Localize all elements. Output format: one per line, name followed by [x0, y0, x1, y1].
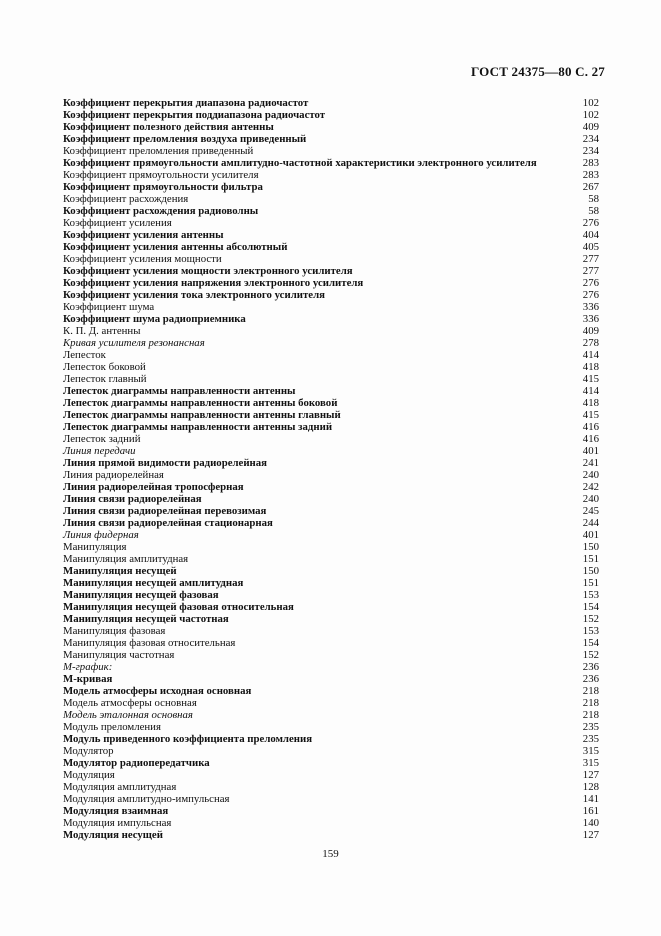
index-page-number: 151	[582, 577, 599, 589]
index-term: Манипуляция несущей	[63, 565, 177, 577]
index-page-number: 235	[582, 721, 599, 733]
index-term: Коэффициент шума	[63, 301, 155, 313]
index-term: Коэффициент расхождения радиоволны	[63, 205, 259, 217]
index-term: Коэффициент преломления приведенный	[63, 145, 254, 157]
index-entry	[63, 109, 599, 121]
index-term: Манипуляция	[63, 541, 127, 553]
index-term: Линия передачи	[63, 445, 136, 457]
index-page-number: 283	[582, 157, 599, 169]
index-page-number: 409	[582, 121, 599, 133]
index-term: Коэффициент усиления антенны	[63, 229, 224, 241]
index-entry	[63, 217, 599, 229]
index-term: Коэффициент перекрытия диапазона радиочастот	[63, 97, 309, 109]
index-entry	[63, 613, 599, 625]
index-entry	[63, 433, 599, 445]
index-page-number: 154	[582, 601, 599, 613]
index-page-number: 404	[582, 229, 599, 241]
index-page-number: 416	[582, 421, 599, 433]
index-entry	[63, 421, 599, 433]
index-page-number: 277	[582, 265, 599, 277]
index-term: К. П. Д. антенны	[63, 325, 141, 337]
index-page-number: 153	[582, 625, 599, 637]
index-term: Линия связи радиорелейная	[63, 493, 202, 505]
index-page-number: 244	[582, 517, 599, 529]
index-page-number: 401	[582, 445, 599, 457]
index-term: Коэффициент прямоугольности фильтра	[63, 181, 263, 193]
index-page-number: 218	[582, 697, 599, 709]
index-entry	[63, 133, 599, 145]
page-number: 159	[322, 848, 339, 860]
index-page-number: 241	[582, 457, 599, 469]
index-term: Лепесток	[63, 349, 106, 361]
index-entry	[63, 145, 599, 157]
index-term: Манипуляция несущей частотная	[63, 613, 229, 625]
index-page-number: 336	[582, 313, 599, 325]
index-page-number: 415	[582, 409, 599, 421]
index-entry	[63, 577, 599, 589]
index-entry	[63, 193, 599, 205]
index-term: Лепесток задний	[63, 433, 141, 445]
index-entry	[63, 589, 599, 601]
index-entry	[63, 517, 599, 529]
index-term: Коэффициент полезного действия антенны	[63, 121, 274, 133]
index-entry	[63, 457, 599, 469]
index-term: Модуляция взаимная	[63, 805, 169, 817]
index-term: М-график:	[63, 661, 113, 673]
index-page-number: 236	[582, 661, 599, 673]
index-term: Лепесток диаграммы направленности антенны главный	[63, 409, 341, 421]
index-entry	[63, 469, 599, 481]
index-entry	[63, 385, 599, 397]
index-page-number: 102	[582, 97, 599, 109]
index-page-number: 418	[582, 397, 599, 409]
index-page-number: 276	[582, 289, 599, 301]
index-page-number: 278	[582, 337, 599, 349]
index-term: Модуляция	[63, 769, 115, 781]
index-entry	[63, 565, 599, 577]
index-entry	[63, 361, 599, 373]
index-term: Манипуляция частотная	[63, 649, 175, 661]
index-entry	[63, 673, 599, 685]
index-entry	[63, 541, 599, 553]
index-term: Линия фидерная	[63, 529, 139, 541]
index-page-number: 152	[582, 649, 599, 661]
index-entry	[63, 505, 599, 517]
index-entry	[63, 397, 599, 409]
index-term: Линия радиорелейная	[63, 469, 164, 481]
index-term: Модель эталонная основная	[63, 709, 193, 721]
index-term: Лепесток главный	[63, 373, 147, 385]
index-term: Модуль преломления	[63, 721, 161, 733]
index-term: Коэффициент прямоугольности усилителя	[63, 169, 259, 181]
index-entry	[63, 349, 599, 361]
index-entry	[63, 337, 599, 349]
index-term: Коэффициент преломления воздуха приведенный	[63, 133, 307, 145]
index-entry	[63, 601, 599, 613]
index-entry	[63, 733, 599, 745]
index-page-number: 418	[582, 361, 599, 373]
index-term: Модулятор радиопередатчика	[63, 757, 210, 769]
index-term: Лепесток диаграммы направленности антенны	[63, 385, 296, 397]
index-page-number: 401	[582, 529, 599, 541]
index-page-number: 236	[582, 673, 599, 685]
index-term: Коэффициент расхождения	[63, 193, 189, 205]
index-entry	[63, 745, 599, 757]
index-page-number: 218	[582, 685, 599, 697]
index-page-number: 283	[582, 169, 599, 181]
index-term: Модель атмосферы исходная основная	[63, 685, 252, 697]
index-entry	[63, 313, 599, 325]
index-term: Линия связи радиорелейная стационарная	[63, 517, 273, 529]
index-entry	[63, 625, 599, 637]
index-page-number: 277	[582, 253, 599, 265]
index-term: Лепесток диаграммы направленности антенны задний	[63, 421, 333, 433]
index-entry	[63, 781, 599, 793]
index-page-number: 152	[582, 613, 599, 625]
index-term: Кривая усилителя резонансная	[63, 337, 205, 349]
index-term: Коэффициент перекрытия поддиапазона радиочастот	[63, 109, 326, 121]
index-page-number: 154	[582, 637, 599, 649]
index-entry	[63, 637, 599, 649]
index-entry	[63, 289, 599, 301]
index-page-number: 240	[582, 493, 599, 505]
index-term: Модуляция импульсная	[63, 817, 172, 829]
index-entry	[63, 121, 599, 133]
index-page-number: 150	[582, 565, 599, 577]
index-entry	[63, 721, 599, 733]
index-term: Модуль приведенного коэффициента преломления	[63, 733, 313, 745]
index-page-number: 127	[582, 769, 599, 781]
index-page-number: 405	[582, 241, 599, 253]
index-term: Коэффициент усиления мощности	[63, 253, 222, 265]
index-term: Линия радиорелейная тропосферная	[63, 481, 244, 493]
index-page-number: 140	[582, 817, 599, 829]
index-page-number: 276	[582, 277, 599, 289]
index-term: Манипуляция несущей фазовая	[63, 589, 219, 601]
index-entry	[63, 685, 599, 697]
index-entry	[63, 181, 599, 193]
index-term: Модуляция амплитудно-импульсная	[63, 793, 230, 805]
index-term: Коэффициент прямоугольности амплитудно-частотной характеристики электронного усилителя	[63, 157, 537, 169]
index-page-number: 240	[582, 469, 599, 481]
index-term: Манипуляция амплитудная	[63, 553, 189, 565]
index-term: Модель атмосферы основная	[63, 697, 197, 709]
index-page-number: 234	[582, 133, 599, 145]
index-page-number: 416	[582, 433, 599, 445]
index-term: Коэффициент шума радиоприемника	[63, 313, 246, 325]
index-entry	[63, 697, 599, 709]
index-entry	[63, 229, 599, 241]
index-page-number: 315	[582, 757, 599, 769]
index-page-number: 336	[582, 301, 599, 313]
index-page-number: 409	[582, 325, 599, 337]
index-page-number: 415	[582, 373, 599, 385]
index-page-number: 151	[582, 553, 599, 565]
index-page-number: 153	[582, 589, 599, 601]
index-entry	[63, 829, 599, 841]
index-entry	[63, 493, 599, 505]
index-term: Коэффициент усиления тока электронного усилителя	[63, 289, 325, 301]
index-entry	[63, 373, 599, 385]
index-page-number: 315	[582, 745, 599, 757]
index-term: Лепесток диаграммы направленности антенны боковой	[63, 397, 338, 409]
index-page-number: 127	[582, 829, 599, 841]
index-entry	[63, 445, 599, 457]
page-header: ГОСТ 24375—80 С. 27	[471, 64, 605, 79]
index-page-number: 235	[582, 733, 599, 745]
index-entry	[63, 157, 599, 169]
index-entry	[63, 253, 599, 265]
index-entry	[63, 709, 599, 721]
index-entry	[63, 553, 599, 565]
index-entry	[63, 301, 599, 313]
index-entry	[63, 409, 599, 421]
index-page-number: 234	[582, 145, 599, 157]
index-page-number: 58	[588, 193, 599, 205]
index-page-number: 267	[582, 181, 599, 193]
index-entry	[63, 805, 599, 817]
index-entry	[63, 265, 599, 277]
index-term: Линия прямой видимости радиорелейная	[63, 457, 268, 469]
index-list	[63, 97, 599, 841]
index-entry	[63, 325, 599, 337]
index-entry	[63, 793, 599, 805]
index-entry	[63, 661, 599, 673]
index-entry	[63, 205, 599, 217]
index-entry	[63, 169, 599, 181]
index-term: Манипуляция фазовая относительная	[63, 637, 236, 649]
index-page-number: 414	[582, 385, 599, 397]
index-page-number: 218	[582, 709, 599, 721]
index-term: Линия связи радиорелейная перевозимая	[63, 505, 267, 517]
index-term: Модуляция амплитудная	[63, 781, 177, 793]
index-page-number: 58	[588, 205, 599, 217]
index-page-number: 276	[582, 217, 599, 229]
index-page-number: 245	[582, 505, 599, 517]
index-term: М-кривая	[63, 673, 113, 685]
index-term: Манипуляция несущей фазовая относительная	[63, 601, 294, 613]
index-entry	[63, 277, 599, 289]
index-entry	[63, 757, 599, 769]
index-page-number: 242	[582, 481, 599, 493]
index-term: Коэффициент усиления напряжения электронного усилителя	[63, 277, 364, 289]
index-page-number: 141	[582, 793, 599, 805]
index-page-number: 161	[582, 805, 599, 817]
index-entry	[63, 649, 599, 661]
index-entry	[63, 529, 599, 541]
index-page-number: 150	[582, 541, 599, 553]
index-entry	[63, 769, 599, 781]
index-page-number: 414	[582, 349, 599, 361]
index-term: Коэффициент усиления антенны абсолютный	[63, 241, 288, 253]
index-term: Коэффициент усиления	[63, 217, 172, 229]
index-term: Лепесток боковой	[63, 361, 146, 373]
index-term: Модулятор	[63, 745, 114, 757]
index-term: Коэффициент усиления мощности электронного усилителя	[63, 265, 353, 277]
index-page-number: 102	[582, 109, 599, 121]
index-page-number: 128	[582, 781, 599, 793]
index-entry	[63, 817, 599, 829]
index-entry	[63, 241, 599, 253]
index-term: Манипуляция фазовая	[63, 625, 166, 637]
index-entry	[63, 481, 599, 493]
index-entry	[63, 97, 599, 109]
index-term: Манипуляция несущей амплитудная	[63, 577, 244, 589]
index-term: Модуляция несущей	[63, 829, 163, 841]
